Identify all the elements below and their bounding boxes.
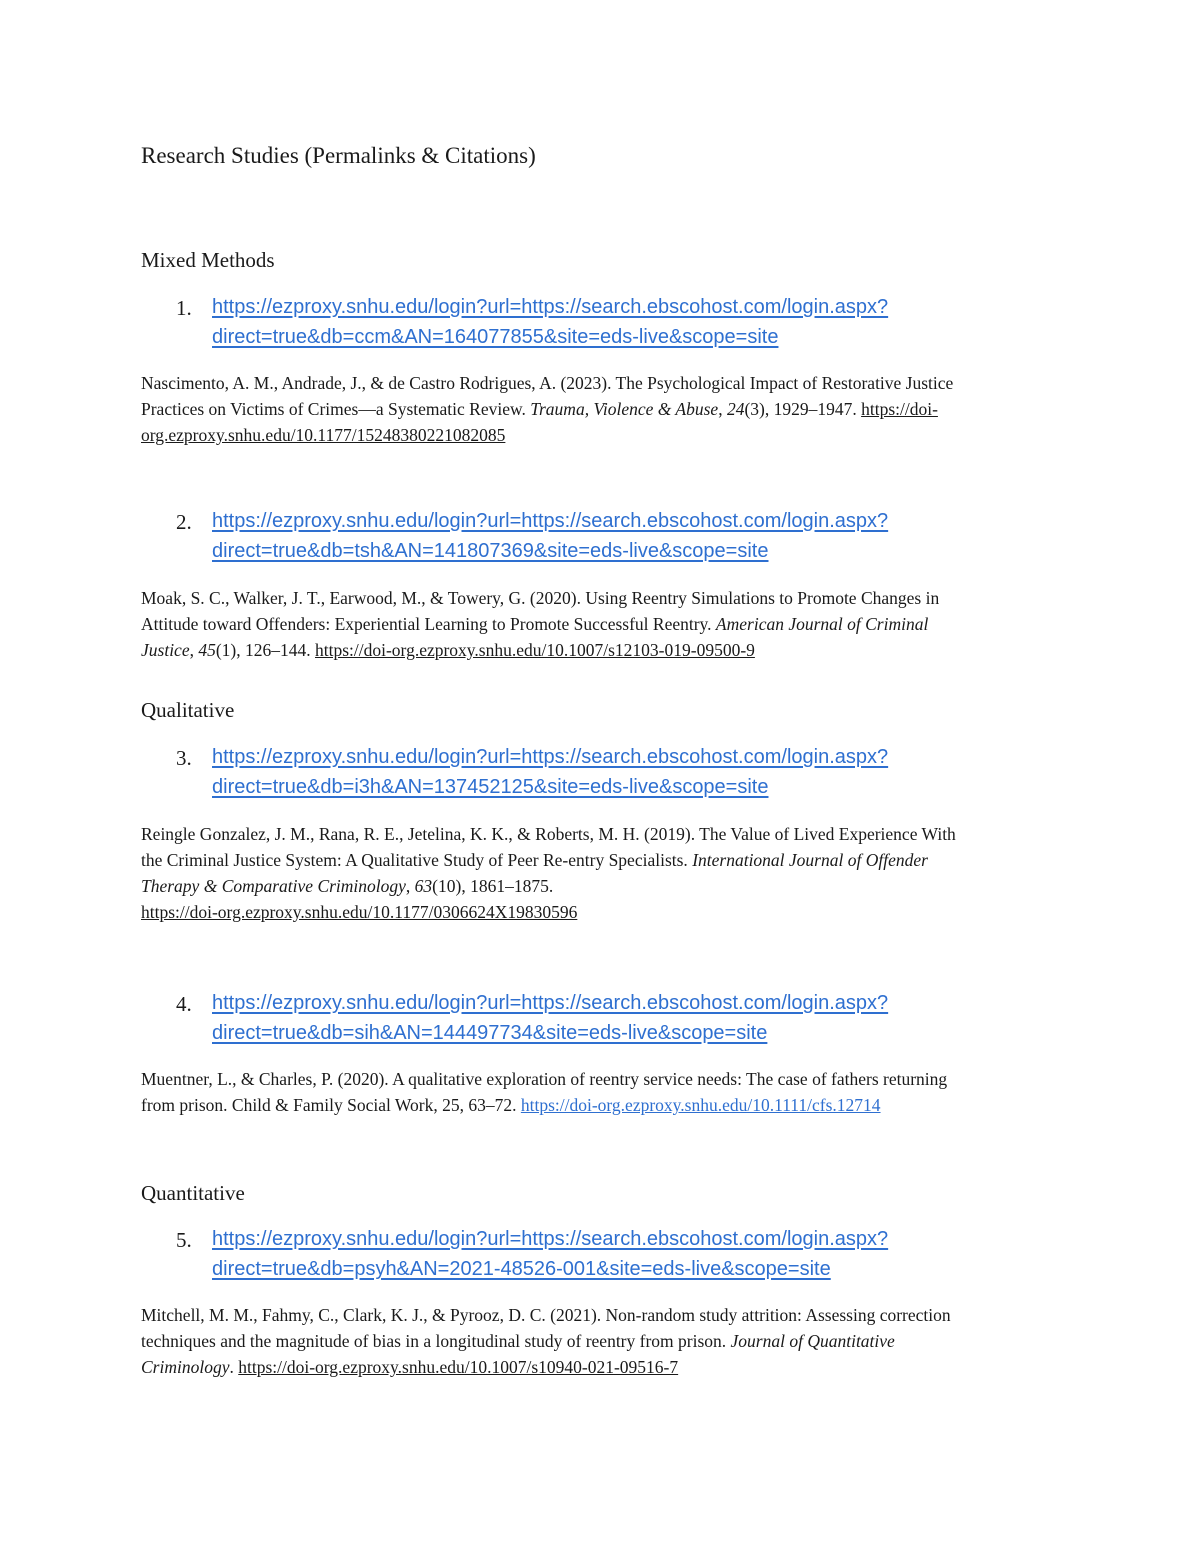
citation-text: , — [405, 876, 415, 896]
doi-link[interactable]: https://doi-org.ezproxy.snhu.edu/10.1007/s10940-021-09516-7 — [238, 1357, 679, 1377]
citation-line — [141, 902, 577, 923]
citation-line — [141, 876, 553, 897]
permalink-line[interactable]: direct=true&db=sih&AN=144497734&site=eds-live&scope=site — [212, 1022, 768, 1044]
doi-link[interactable]: https://doi- — [861, 399, 938, 419]
doi-link[interactable]: org.ezproxy.snhu.edu/10.1177/15248380221082085 — [141, 425, 506, 445]
citation-line — [141, 1357, 678, 1378]
permalink-line[interactable]: https://ezproxy.snhu.edu/login?url=https://search.ebscohost.com/login.aspx? — [212, 992, 889, 1014]
citation-text: (3), 1929–1947. — [744, 399, 862, 419]
list-number: 2. — [176, 510, 192, 534]
permalink-4[interactable] — [212, 992, 888, 1015]
citation-text: , — [189, 640, 199, 660]
citation-text: from prison. Child & Family Social Work, 25, 63–72. — [141, 1095, 521, 1115]
citation-line — [141, 850, 928, 871]
citation-line: Nascimento, A. M., Andrade, J., & de Castro Rodrigues, A. (2023). The Psychological Impact of Restorative Justice — [141, 373, 954, 393]
journal-title: Therapy & Comparative Criminology — [141, 876, 406, 896]
list-number: 1. — [176, 296, 192, 320]
journal-title: Journal of Quantitative — [730, 1331, 895, 1351]
permalink-line[interactable]: direct=true&db=tsh&AN=141807369&site=eds-live&scope=site — [212, 540, 769, 562]
list-number: 3. — [176, 746, 192, 770]
citation-line: Reingle Gonzalez, J. M., Rana, R. E., Jetelina, K. K., & Roberts, M. H. (2019). The Value of Lived Experience With — [141, 824, 956, 844]
permalink-1-cont[interactable] — [212, 326, 778, 349]
volume-number: 24 — [726, 399, 745, 419]
section-heading-mixed-methods: Mixed Methods — [141, 248, 275, 272]
permalink-line[interactable]: https://ezproxy.snhu.edu/login?url=https://search.ebscohost.com/login.aspx? — [212, 510, 889, 532]
permalink-4-cont[interactable] — [212, 1022, 767, 1045]
citation-text: . — [229, 1357, 239, 1377]
page-title: Research Studies (Permalinks & Citations) — [141, 143, 536, 168]
permalink-line[interactable]: direct=true&db=ccm&AN=164077855&site=eds-live&scope=site — [212, 326, 779, 348]
citation-text: (10), 1861–1875. — [432, 876, 554, 896]
permalink-5[interactable] — [212, 1228, 888, 1251]
permalink-3[interactable] — [212, 746, 888, 769]
citation-text: techniques and the magnitude of bias in a longitudinal study of reentry from prison. — [141, 1331, 731, 1351]
doi-link[interactable]: https://doi-org.ezproxy.snhu.edu/10.1177/0306624X19830596 — [141, 902, 578, 922]
permalink-line[interactable]: https://ezproxy.snhu.edu/login?url=https://search.ebscohost.com/login.aspx? — [212, 746, 889, 768]
list-number: 4. — [176, 992, 192, 1016]
citation-text: Practices on Victims of Crimes—a Systematic Review. — [141, 399, 531, 419]
journal-title: Trauma, Violence & Abuse — [530, 399, 719, 419]
citation-text: the Criminal Justice System: A Qualitative Study of Peer Re-entry Specialists. — [141, 850, 693, 870]
permalink-line[interactable]: direct=true&db=i3h&AN=137452125&site=eds-live&scope=site — [212, 776, 769, 798]
list-number: 5. — [176, 1228, 192, 1252]
volume-number: 45 — [198, 640, 216, 660]
citation-text: (1), 126–144. — [215, 640, 315, 660]
section-heading-quantitative: Quantitative — [141, 1181, 245, 1205]
permalink-1[interactable] — [212, 296, 888, 319]
journal-title: Justice — [141, 640, 190, 660]
permalink-5-cont[interactable] — [212, 1258, 831, 1281]
volume-number: 63 — [414, 876, 433, 896]
permalink-2[interactable] — [212, 510, 888, 533]
citation-line — [141, 1331, 895, 1352]
permalink-line[interactable]: https://ezproxy.snhu.edu/login?url=https://search.ebscohost.com/login.aspx? — [212, 296, 889, 318]
citation-line: Moak, S. C., Walker, J. T., Earwood, M., & Towery, G. (2020). Using Reentry Simulations to Promote Changes in — [141, 588, 940, 608]
citation-line — [141, 425, 505, 446]
permalink-3-cont[interactable] — [212, 776, 768, 799]
journal-title: American Journal of Criminal — [715, 614, 929, 634]
citation-line — [141, 1095, 881, 1116]
citation-line — [141, 399, 938, 420]
citation-text: Attitude toward Offenders: Experiential Learning to Promote Successful Reentry. — [141, 614, 716, 634]
doi-link[interactable]: https://doi-org.ezproxy.snhu.edu/10.1111/cfs.12714 — [520, 1095, 881, 1115]
journal-title: International Journal of Offender — [692, 850, 928, 870]
citation-line — [141, 614, 928, 635]
permalink-2-cont[interactable] — [212, 540, 768, 563]
journal-title: Criminology — [141, 1357, 230, 1377]
doi-link[interactable]: https://doi-org.ezproxy.snhu.edu/10.1007/s12103-019-09500-9 — [315, 640, 755, 660]
citation-line: Muentner, L., & Charles, P. (2020). A qualitative exploration of reentry service needs: The case of fathers returning — [141, 1069, 948, 1089]
permalink-line[interactable]: direct=true&db=psyh&AN=2021-48526-001&site=eds-live&scope=site — [212, 1258, 831, 1280]
section-heading-qualitative: Qualitative — [141, 698, 235, 722]
permalink-line[interactable]: https://ezproxy.snhu.edu/login?url=https://search.ebscohost.com/login.aspx? — [212, 1228, 889, 1250]
citation-line: Mitchell, M. M., Fahmy, C., Clark, K. J., & Pyrooz, D. C. (2021). Non-random study attrition: Assessing correction — [141, 1305, 951, 1325]
citation-text: , — [718, 399, 727, 419]
citation-line — [141, 640, 755, 661]
